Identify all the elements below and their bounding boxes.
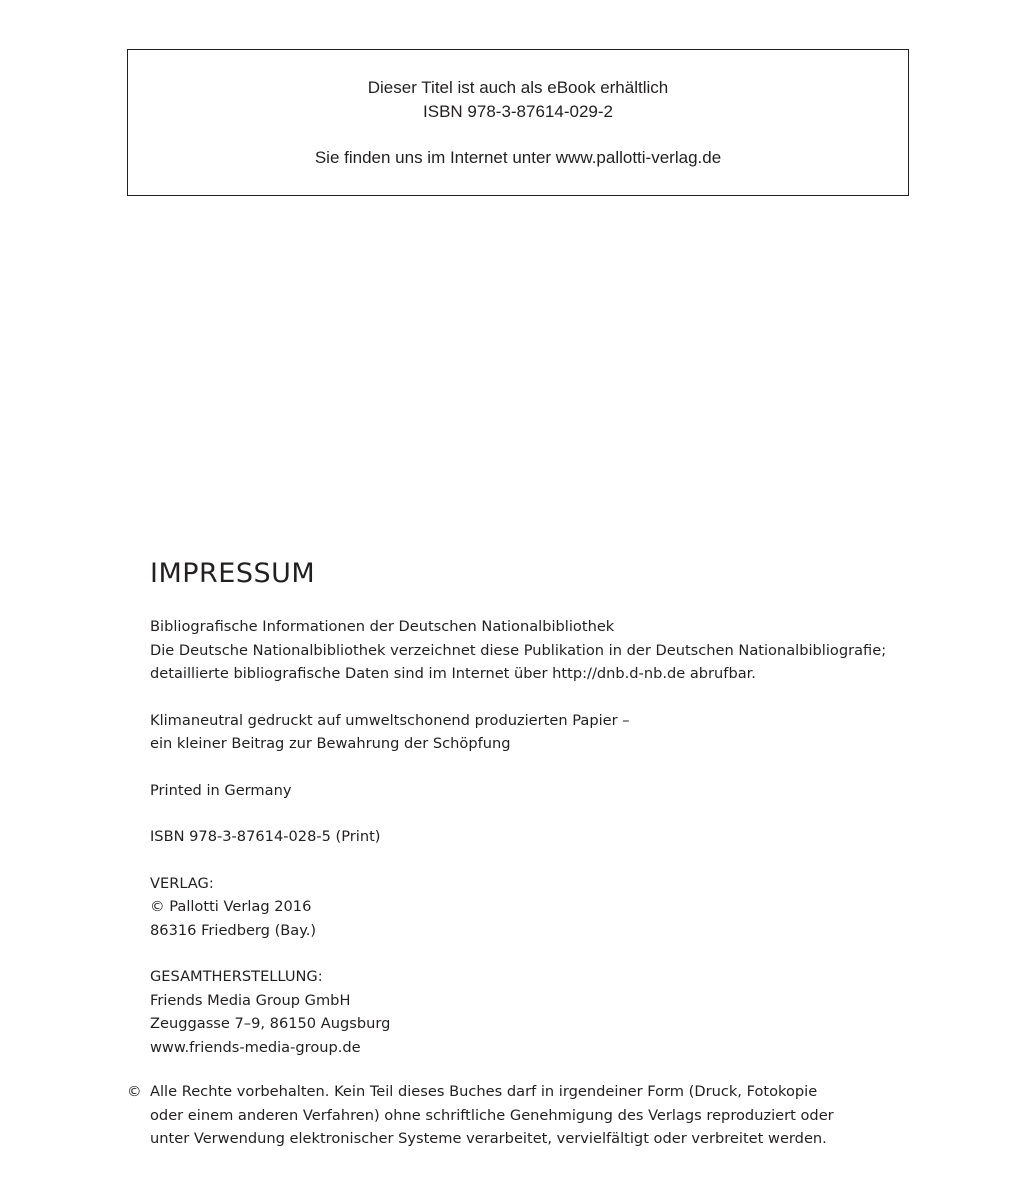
climate-line: ein kleiner Beitrag zur Bewahrung der Schöpfung [150, 735, 511, 752]
impressum-section [150, 555, 950, 1059]
print-isbn [150, 825, 950, 849]
production-block [150, 965, 950, 1059]
page-title: IMPRESSUM [150, 558, 316, 589]
publisher-heading: VERLAG: [150, 874, 214, 892]
rights-line: oder einem anderen Verfahren) ohne schriftliche Genehmigung des Verlags reproduziert oder [150, 1106, 834, 1124]
biblio-line: Bibliografische Informationen der Deutschen Nationalbibliothek [150, 618, 615, 635]
printed-in [150, 779, 950, 803]
printed-in-text: Printed in Germany [150, 781, 292, 799]
climate-line: Klimaneutral gedruckt auf umweltschonend produzierten Papier – [150, 711, 630, 729]
publisher-website-text: Sie finden uns im Internet unter www.pallotti-verlag.de [314, 148, 722, 167]
publisher-block [150, 872, 950, 943]
publisher-line: © Pallotti Verlag 2016 [150, 898, 312, 915]
bibliographic-info [150, 615, 950, 686]
ebook-isbn: ISBN 978-3-87614-029-2 [423, 102, 613, 121]
ebook-info-box [127, 49, 909, 196]
rights-line: Alle Rechte vorbehalten. Kein Teil dieses Buches darf in irgendeiner Form (Druck, Fotokopie [150, 1083, 818, 1100]
print-isbn-text: ISBN 978-3-87614-028-5 (Print) [150, 828, 381, 845]
biblio-line: Die Deutsche Nationalbibliothek verzeichnet diese Publikation in der Deutschen Nationalbibliografie; [150, 641, 887, 659]
production-line: www.friends-media-group.de [150, 1038, 361, 1056]
rights-text [150, 1080, 834, 1151]
climate-neutral-note [150, 709, 950, 756]
rights-line: unter Verwendung elektronischer Systeme verarbeitet, vervielfältigt oder verbreitet werden. [150, 1130, 827, 1147]
biblio-line: detaillierte bibliografische Daten sind im Internet über http://dnb.d-nb.de abrufbar. [150, 665, 756, 682]
production-line: Friends Media Group GmbH [150, 991, 351, 1009]
production-heading: GESAMTHERSTELLUNG: [150, 968, 323, 985]
production-line: Zeuggasse 7–9, 86150 Augsburg [150, 1015, 391, 1032]
publisher-line: 86316 Friedberg (Bay.) [150, 921, 317, 939]
ebook-availability-text: Dieser Titel ist auch als eBook erhältlich [367, 78, 669, 97]
copyright-icon: © [127, 1083, 142, 1100]
